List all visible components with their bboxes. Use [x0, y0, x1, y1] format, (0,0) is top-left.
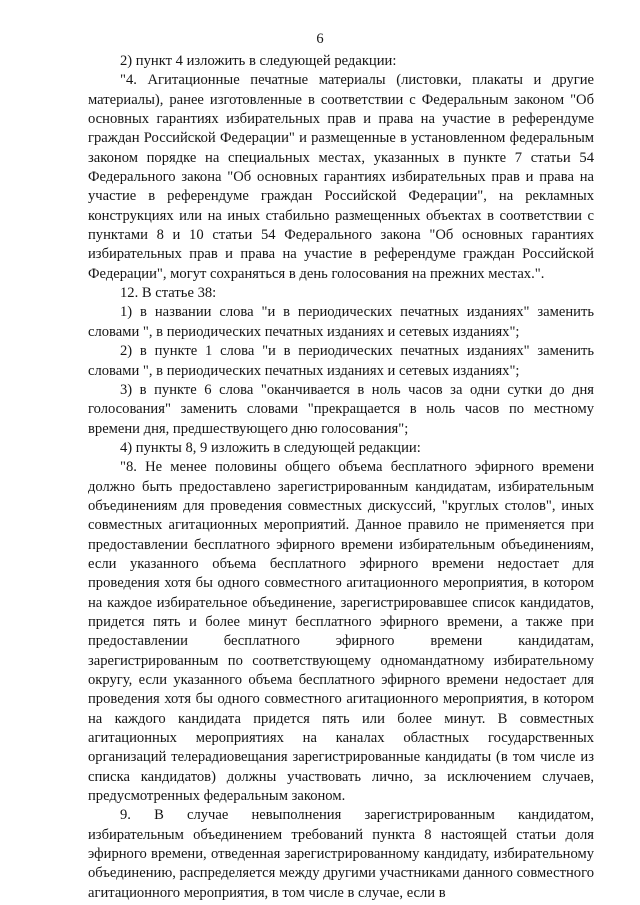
page-number: 6	[316, 31, 324, 47]
paragraph-item-2: 2) в пункте 1 слова "и в периодических печатных изданиях" заменить словами ", в периодических печатных изданиях и сетевых изданиях";	[88, 343, 594, 379]
paragraph-item-3: 3) в пункте 6 слова "оканчивается в ноль часов за одни сутки до дня голосования" заменить словами "прекращается в ноль часов по местному времени дня, предшествующего дню голосования";	[88, 381, 594, 437]
paragraph-item-1: 1) в названии слова "и в периодических печатных изданиях" заменить словами ", в периодических печатных изданиях и сетевых изданиях";	[88, 304, 594, 340]
paragraph-article-38-heading: 12. В статье 38:	[120, 285, 217, 302]
document-body	[88, 52, 594, 903]
paragraph-item-4-intro: 4) пункты 8, 9 изложить в следующей редакции:	[120, 439, 421, 456]
paragraph-point-8-text: "8. Не менее половины общего объема бесплатного эфирного времени должно быть предоставлено зарегистрированным кандидатам, избирательным объединениям для проведения совместных дискуссий, "круглых столов", иных совместных агитационных мероприятий. Данное правило не применяется при предоставлении бесплатного эфирного времени избирательным объединениям, если указанного объема бесплатного эфирного времени недостает для проведения хотя бы одного совместного агитационного мероприятия, в котором на каждое избирательное объединение, зарегистрировавшее список кандидатов, придется пять и более минут бесплатного эфирного времени, а также при предоставлении бесплатного эфирного времени кандидатам, зарегистрированным по соответствующему одномандатному избирательному округу, если указанного объема бесплатного эфирного времени недостает для проведения хотя бы одного совместного агитационного мероприятия, в котором на каждого кандидата придется пять или более минут. В совместных агитационных мероприятиях на каналах областных государственных организаций телерадиовещания зарегистрированные кандидаты (в том числе из списка кандидатов) должны участвовать лично, за исключением случаев, предусмотренных федеральным законом.	[88, 459, 594, 805]
paragraph-point-9-text: 9. В случае невыполнения зарегистрированным кандидатом, избирательным объединением требований пункта 8 настоящей статьи доля эфирного времени, отведенная зарегистрированному кандидату, избирательному объединению, распределяется между другими участниками данного совместного агитационного мероприятия, в том числе в случае, если в	[88, 807, 594, 901]
paragraph-item-2-intro: 2) пункт 4 изложить в следующей редакции:	[120, 53, 397, 69]
paragraph-point-4-text: "4. Агитационные печатные материалы (листовки, плакаты и другие материалы), ранее изготовленные в соответствии с Федеральным законом "Об основных гарантиях избирательных прав и права на участие в референдуме граждан Российской Федерации" и размещенные в установленном федеральным законом порядке на специальных местах, указанных в пункте 7 статьи 54 Федерального закона "Об основных гарантиях избирательных прав и права на участие в референдуме граждан Российской Федерации", на рекламных конструкциях или на иных стабильно размещенных объектах в соответствии с пунктами 8 и 10 статьи 54 Федерального закона "Об основных гарантиях избирательных прав и права на участие в референдуме граждан Российской Федерации", могут сохраняться в день голосования на прежних местах.".	[88, 72, 594, 282]
